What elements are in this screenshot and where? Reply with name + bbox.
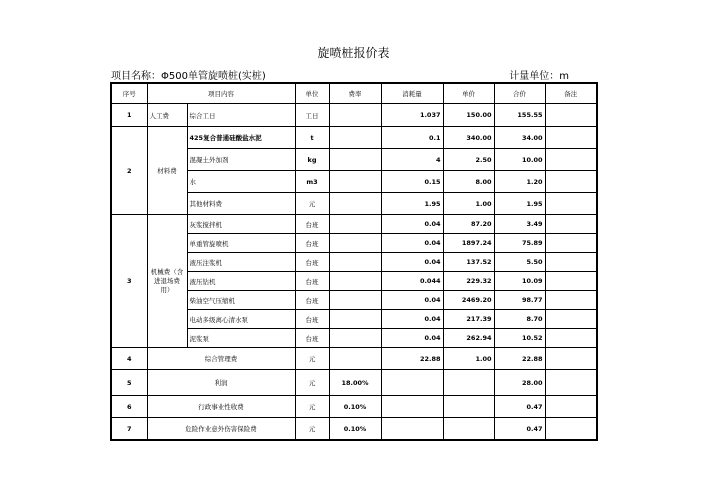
row-total: 0.47 (494, 396, 545, 418)
row-item: 危险作业意外伤害保险费 (147, 418, 295, 441)
row-total: 8.70 (494, 310, 545, 329)
row-total: 22.88 (494, 348, 545, 370)
row-note (545, 272, 597, 291)
row-price: 2469.20 (443, 291, 494, 310)
row-total: 10.00 (494, 149, 545, 171)
row-price: 262.94 (443, 329, 494, 348)
row-category: 人工费 (147, 104, 187, 127)
row-unit: m3 (295, 171, 329, 193)
row-price: 87.20 (443, 215, 494, 234)
row-unit: 台班 (295, 310, 329, 329)
row-qty: 0.04 (381, 329, 443, 348)
row-total: 1.95 (494, 193, 545, 215)
row-total: 10.52 (494, 329, 545, 348)
row-rate (329, 310, 381, 329)
col-header-price: 单价 (443, 83, 494, 104)
row-rate (329, 272, 381, 291)
row-price: 2.50 (443, 149, 494, 171)
row-unit: 台班 (295, 253, 329, 272)
row-unit: 台班 (295, 234, 329, 253)
col-header-content: 项目内容 (147, 83, 295, 104)
row-rate: 0.10% (329, 396, 381, 418)
row-note (545, 329, 597, 348)
row-qty (381, 396, 443, 418)
row-item: 综合管理费 (147, 348, 295, 370)
row-unit: 台班 (295, 272, 329, 291)
col-header-total: 合价 (494, 83, 545, 104)
row-total: 28.00 (494, 370, 545, 396)
row-price: 137.52 (443, 253, 494, 272)
col-header-note: 备注 (545, 83, 597, 104)
row-item: 柴油空气压缩机 (187, 291, 295, 310)
row-item: 电动多级离心清水泵 (187, 310, 295, 329)
row-unit: 元 (295, 396, 329, 418)
row-no: 3 (111, 215, 147, 348)
row-price: 1.00 (443, 348, 494, 370)
row-no: 1 (111, 104, 147, 127)
measure-unit: 计量单位：m (509, 71, 569, 82)
row-price: 1897.24 (443, 234, 494, 253)
row-price (443, 418, 494, 441)
row-item: 液压注浆机 (187, 253, 295, 272)
row-unit: kg (295, 149, 329, 171)
row-item: 泥浆泵 (187, 329, 295, 348)
row-note (545, 418, 597, 441)
row-item: 利润 (147, 370, 295, 396)
row-note (545, 104, 597, 127)
row-qty: 0.04 (381, 310, 443, 329)
col-header-qty: 消耗量 (381, 83, 443, 104)
row-unit: 元 (295, 193, 329, 215)
table-row (111, 104, 597, 127)
row-item: 单重管旋喷机 (187, 234, 295, 253)
row-note (545, 171, 597, 193)
row-rate: 0.10% (329, 418, 381, 441)
row-no: 5 (111, 370, 147, 396)
row-unit: 元 (295, 418, 329, 441)
row-item: 综合工日 (187, 104, 295, 127)
row-rate (329, 348, 381, 370)
table-row (111, 348, 597, 370)
quote-table (110, 82, 598, 441)
row-note (545, 310, 597, 329)
row-note (545, 370, 597, 396)
row-total: 10.09 (494, 272, 545, 291)
row-total: 75.89 (494, 234, 545, 253)
row-no: 2 (111, 127, 147, 215)
row-no: 6 (111, 396, 147, 418)
row-item: 水 (187, 171, 295, 193)
row-qty: 1.95 (381, 193, 443, 215)
row-qty: 0.04 (381, 253, 443, 272)
row-rate (329, 215, 381, 234)
row-note (545, 234, 597, 253)
row-total: 0.47 (494, 418, 545, 441)
row-qty (381, 418, 443, 441)
row-price: 1.00 (443, 193, 494, 215)
project-name: 项目名称：Φ500单管旋喷桩(实桩) (111, 71, 266, 82)
row-unit: 台班 (295, 215, 329, 234)
row-unit: 元 (295, 348, 329, 370)
row-unit: 工日 (295, 104, 329, 127)
row-qty: 0.044 (381, 272, 443, 291)
table-row (111, 127, 597, 149)
row-total: 98.77 (494, 291, 545, 310)
row-qty: 4 (381, 149, 443, 171)
row-rate (329, 149, 381, 171)
row-rate: 18.00% (329, 370, 381, 396)
row-note (545, 215, 597, 234)
row-qty: 1.037 (381, 104, 443, 127)
row-qty (381, 370, 443, 396)
row-note (545, 253, 597, 272)
row-rate (329, 193, 381, 215)
row-note (545, 193, 597, 215)
row-unit: 元 (295, 370, 329, 396)
row-rate (329, 329, 381, 348)
row-category: 机械费（含进退场费用） (147, 215, 187, 348)
col-header-rate: 费率 (329, 83, 381, 104)
table-row (111, 396, 597, 418)
row-qty: 0.04 (381, 291, 443, 310)
row-note (545, 291, 597, 310)
row-price: 340.00 (443, 127, 494, 149)
row-qty: 0.04 (381, 215, 443, 234)
row-note (545, 348, 597, 370)
row-rate (329, 253, 381, 272)
row-price: 8.00 (443, 171, 494, 193)
row-rate (329, 127, 381, 149)
row-qty: 0.1 (381, 127, 443, 149)
row-unit: 台班 (295, 329, 329, 348)
table-row (111, 370, 597, 396)
row-price: 217.39 (443, 310, 494, 329)
row-item: 液压钻机 (187, 272, 295, 291)
page-title: 旋喷桩报价表 (317, 46, 390, 60)
row-qty: 0.04 (381, 234, 443, 253)
row-item: 混凝土外加剂 (187, 149, 295, 171)
row-total: 1.20 (494, 171, 545, 193)
row-item: 灰浆搅拌机 (187, 215, 295, 234)
row-rate (329, 234, 381, 253)
row-total: 34.00 (494, 127, 545, 149)
row-item: 425复合普通硅酸盐水泥 (187, 127, 295, 149)
table-row (111, 215, 597, 234)
row-no: 7 (111, 418, 147, 441)
row-total: 155.55 (494, 104, 545, 127)
row-rate (329, 171, 381, 193)
row-price (443, 396, 494, 418)
table-row (111, 418, 597, 441)
row-rate (329, 291, 381, 310)
row-price (443, 370, 494, 396)
row-unit: t (295, 127, 329, 149)
row-price: 229.32 (443, 272, 494, 291)
row-category: 材料费 (147, 127, 187, 215)
col-header-no: 序号 (111, 83, 147, 104)
row-rate (329, 104, 381, 127)
col-header-unit: 单位 (295, 83, 329, 104)
row-no: 4 (111, 348, 147, 370)
row-note (545, 396, 597, 418)
row-qty: 0.15 (381, 171, 443, 193)
row-note (545, 149, 597, 171)
row-unit: 台班 (295, 291, 329, 310)
row-note (545, 127, 597, 149)
header-row (111, 83, 597, 104)
row-total: 3.49 (494, 215, 545, 234)
row-price: 150.00 (443, 104, 494, 127)
row-qty: 22.88 (381, 348, 443, 370)
row-item: 行政事业性收费 (147, 396, 295, 418)
row-total: 5.50 (494, 253, 545, 272)
row-item: 其他材料费 (187, 193, 295, 215)
